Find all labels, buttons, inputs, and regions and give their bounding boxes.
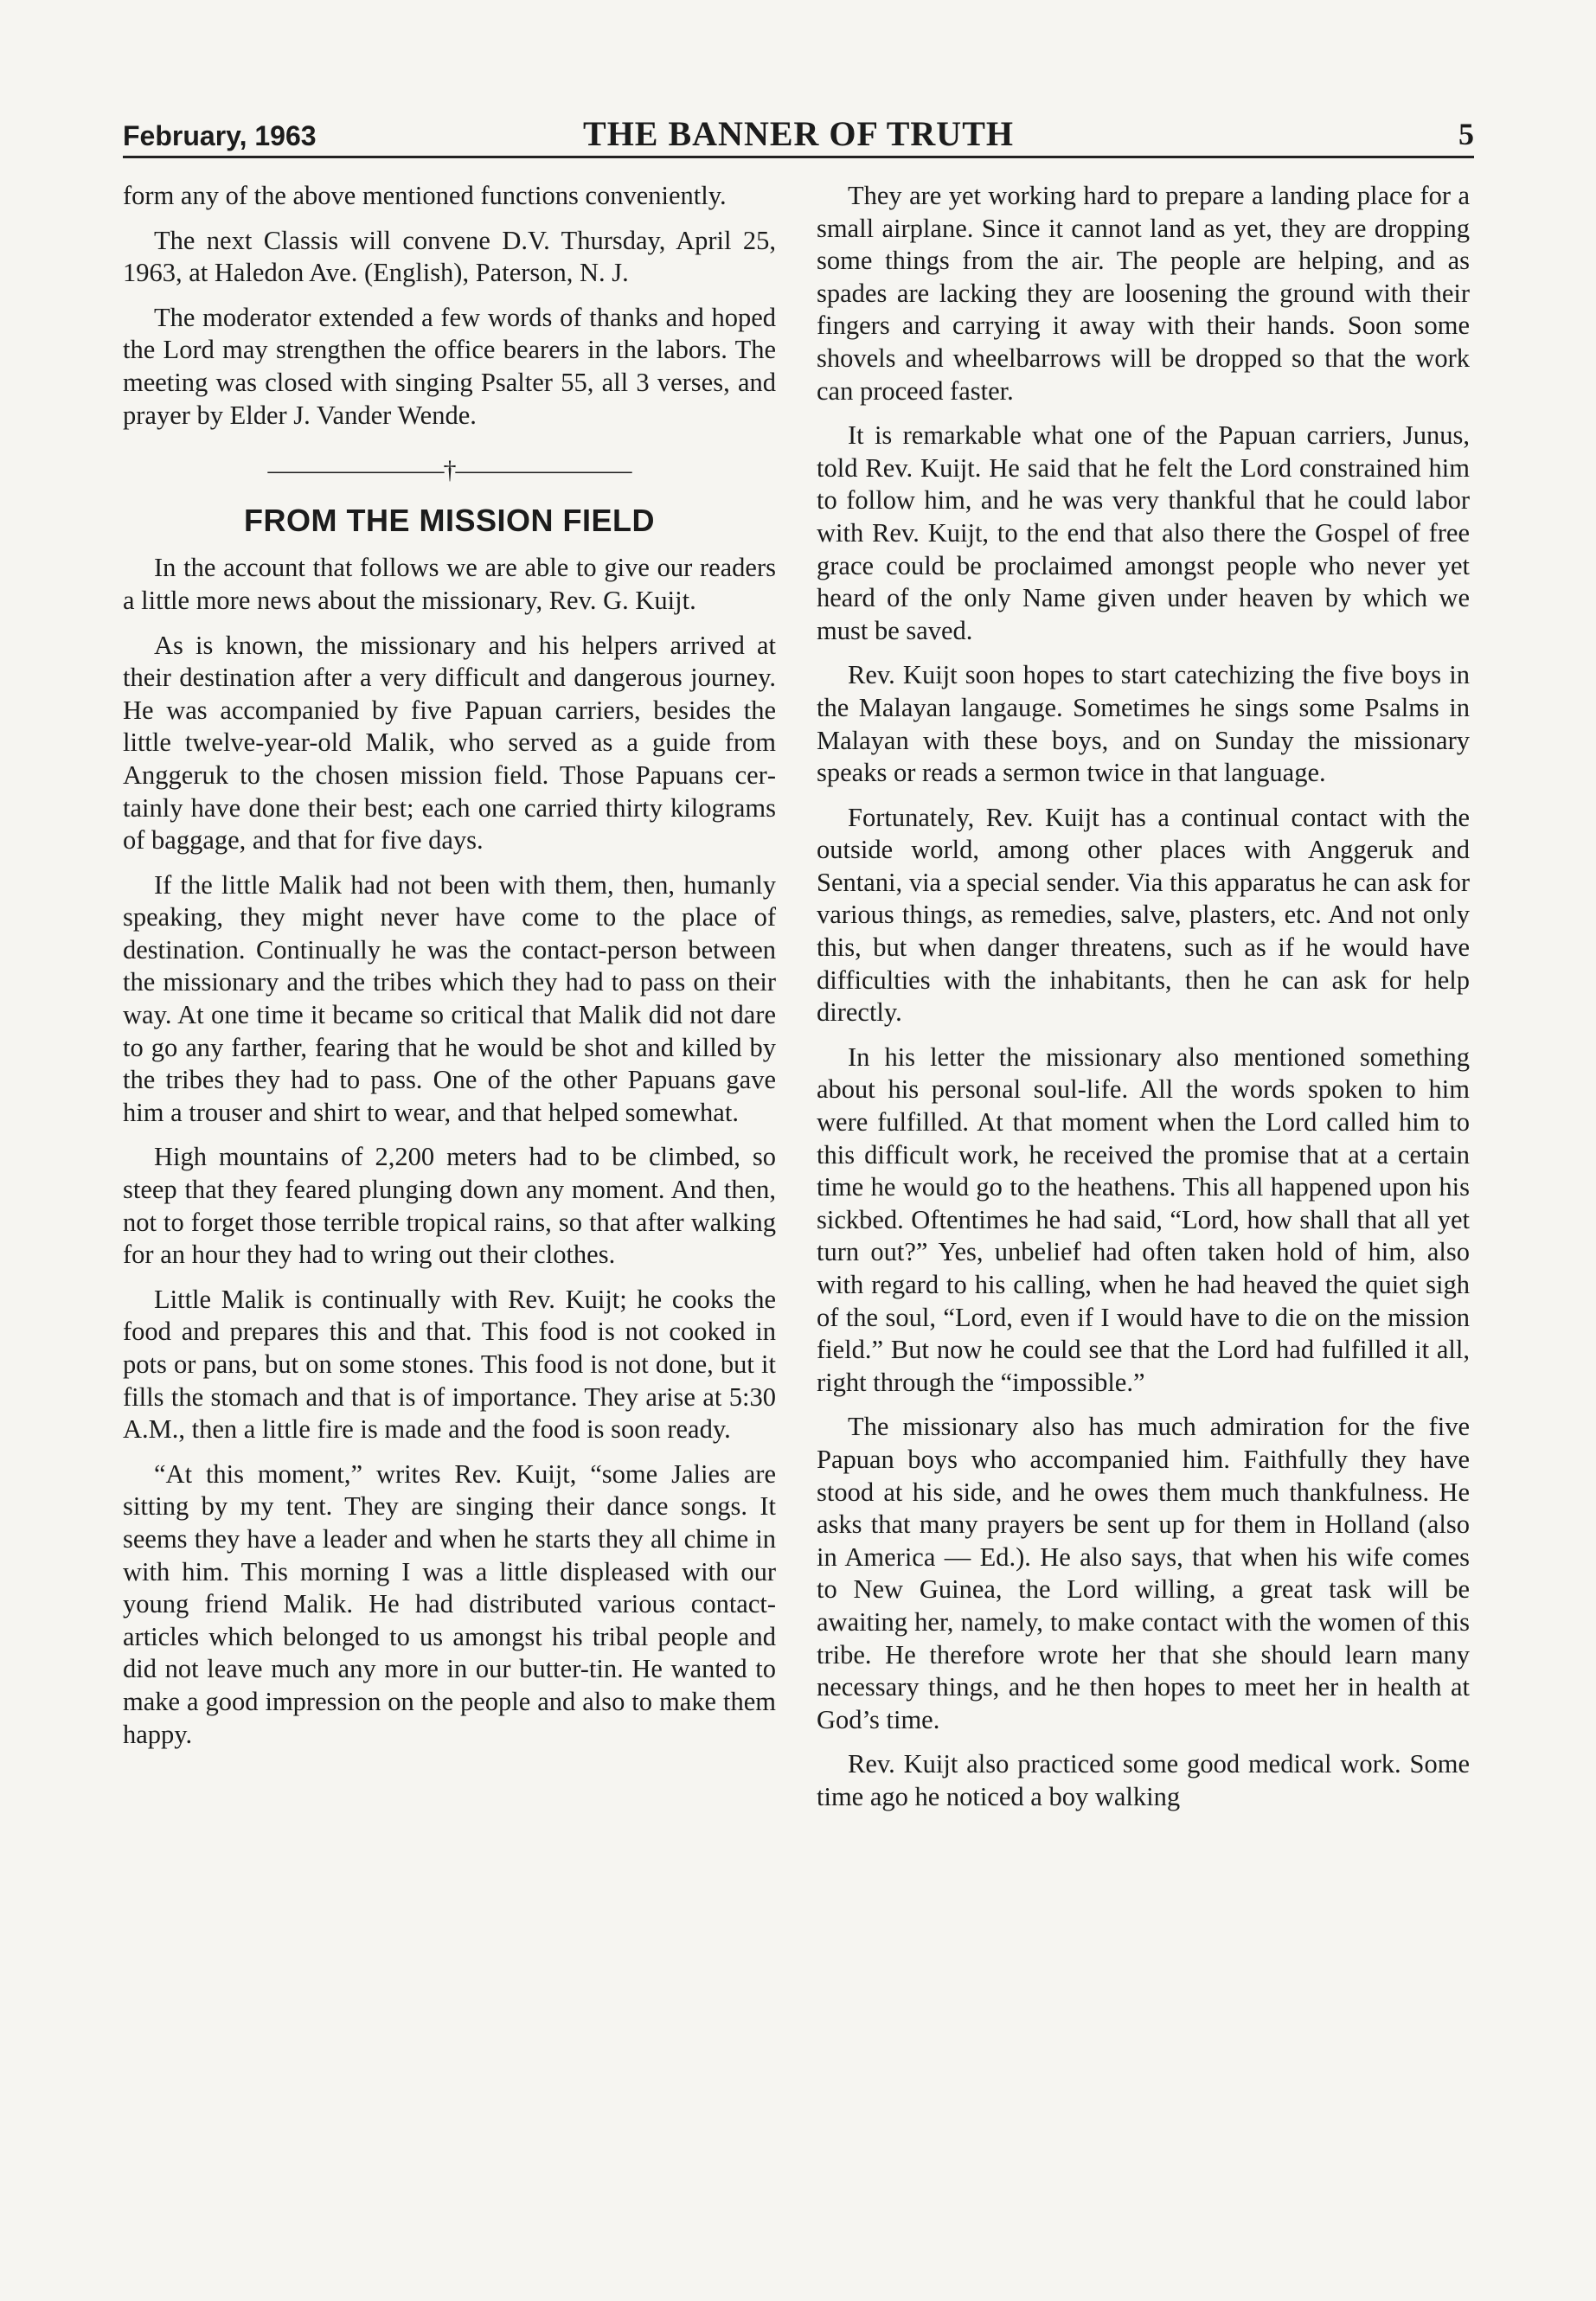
publication-title: THE BANNER OF TRUTH bbox=[583, 114, 1014, 153]
page-header bbox=[123, 111, 1474, 158]
section-heading: FROM THE MISSION FIELD bbox=[244, 502, 655, 538]
paragraph: The missionary also has much admiration for the five Papuan boys who accompanied him. Faithfully they have stood at his side, and he owes them much thankfulness. He asks that many prayers be sent up for them in Holland (also in America — Ed.). He also says, that when his wife comes to New Guinea, the Lord willing, a great task will be awaiting her, namely, to make contact with the women of this tribe. He therefore wrote her that she should learn many necessary things, and he then hopes to meet her in health at God’s time. bbox=[817, 1412, 1470, 1734]
paragraph: The next Classis will convene D.V. Thursday, April 25, 1963, at Haledon Ave. (English), Paterson, N. J. bbox=[123, 225, 776, 288]
paragraph: Little Malik is continually with Rev. Kuijt; he cooks the food and prepares this and that. This food is not cooked in pots or pans, but on some stones. This food is not done, but it fills the stomach and that is of importance. They arise at 5:30 A.M., then a little fire is made and the food is soon ready. bbox=[123, 1284, 776, 1445]
paragraph: They are yet working hard to prepare a landing place for a small airplane. Since it cannot land as yet, they are dropping some things from the air. The people are helping, and as spades are lacking they are loosening the ground with their fingers and carrying it away with their hands. Soon some shovels and wheelbarrows will be dropped so that the work can proceed faster. bbox=[817, 181, 1470, 406]
paragraph: Fortunately, Rev. Kuijt has a continual contact with the outside world, among other places with Anggeruk and Sentani, via a special sender. Via this apparatus he can ask for various things, as remedies, salve, plasters, etc. And not only this, but when danger threatens, such as if he would have difficulties with the inhabitants, then he can ask for help directly. bbox=[817, 802, 1470, 1028]
paragraph: If the little Malik had not been with them, then, humanly speaking, they might never have come to the place of destination. Continually he was the contact-person between the missionary and the tribes which they had to pass on their way. At one time it became so critical that Malik did not dare to go any farther, fearing that he would be shot and killed by the tribes they had to pass. One of the other Papuans gave him a trouser and shirt to wear, and that helped somewhat. bbox=[123, 869, 776, 1127]
issue-date: February, 1963 bbox=[123, 120, 317, 151]
page-number: 5 bbox=[1458, 117, 1474, 151]
left-column bbox=[123, 180, 776, 1763]
paragraph: Rev. Kuijt soon hopes to start catechizing the five boys in the Malayan langauge. Sometimes he sings some Psalms in Malayan with these boys, and on Sunday the missionary speaks or reads a sermon twice in that language. bbox=[817, 660, 1470, 788]
paragraph: Rev. Kuijt also practiced some good medical work. Some time ago he noticed a boy walking bbox=[817, 1749, 1470, 1811]
section-separator: ———————†——————— bbox=[267, 456, 631, 485]
paragraph: “At this moment,” writes Rev. Kuijt, “some Jalies are sitting by my tent. They are singing their dance songs. It seems they have a leader and when he starts they all chime in with him. This morning I was a little displeased with our young friend Malik. He had distributed various contact-articles which belonged to us amongst his tribal people and did not leave much any more in our butter-tin. He wanted to make a good impression on the people and also to make them happy. bbox=[123, 1458, 776, 1749]
paragraph: As is known, the missionary and his helpers arrived at their destination after a very difficult and dangerous journey. He was accompanied by five Papuan carriers, besides the little twelve-year-old Malik, who served as a guide from Anggeruk to the chosen mission field. Those Papuans certainly have done their best; each one carried thirty kilograms of baggage, and that for five days. bbox=[123, 630, 776, 856]
paragraph: In his letter the missionary also mentioned something about his personal soul-life. All the words spoken to him were fulfilled. At that moment when the Lord called him to this difficult work, he received the promise that at a certain time he would go to the heathens. This all happened upon his sickbed. Oftentimes he had said, “Lord, how shall that all yet turn out?” Yes, unbelief had often taken hold of him, also with regard to his calling, when he had heaved the quiet sigh of the soul, “Lord, even if I would have to die on the mission field.” But now he could see that the Lord had fulfilled it all, right through the “impossible.” bbox=[817, 1042, 1470, 1397]
paragraph: High mountains of 2,200 meters had to be climbed, so steep that they feared plunging down any moment. And then, not to forget those terrible tropical rains, so that after walking for an hour they had to wring out their clothes. bbox=[123, 1142, 776, 1270]
paragraph: In the account that follows we are able to give our readers a little more news about the missionary, Rev. G. Kuijt. bbox=[123, 553, 776, 615]
paragraph: form any of the above mentioned functions conveniently. bbox=[123, 181, 727, 210]
right-column bbox=[817, 180, 1470, 1826]
paragraph: It is remarkable what one of the Papuan carriers, Junus, told Rev. Kuijt. He said that he felt the Lord constrained him to follow him, and he was very thankful that he could labor with Rev. Kuijt, to the end that also there the Gospel of free grace could be proclaimed amongst people who never yet heard of the only Name given under heaven by which we must be saved. bbox=[817, 420, 1470, 645]
paragraph: The moderator extended a few words of thanks and hoped the Lord may strengthen the office bearers in the labors. The meeting was closed with singing Psalter 55, all 3 verses, and prayer by Elder J. Vander Wende. bbox=[123, 302, 776, 430]
